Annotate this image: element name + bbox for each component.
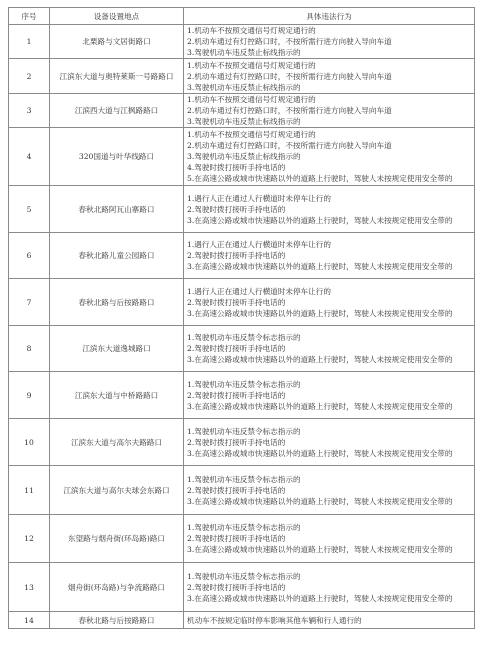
violation-item: 1.遇行人正在通过人行横道时未停车让行的 [187,286,331,296]
row-violations [184,419,475,466]
row-location: 320国道与叶华线路口 [50,128,184,186]
table-row [9,279,475,326]
row-serial-number: 13 [9,563,50,612]
row-violations [184,25,475,59]
table-row [9,612,475,629]
violation-item: 2.机动车通过有灯控路口时，不按所需行进方向驶入导向车道 [187,141,392,150]
row-violations [184,94,475,128]
violation-item: 2.驾驶时拨打接听手持电话的 [187,251,286,260]
violation-item: 2.驾驶时拨打接听手持电话的 [187,582,286,592]
violation-item: 3.在高速公路或城市快速路以外的道路上行驶时，驾驶人未按规定使用安全带的 [187,448,453,458]
violation-item: 1.驾驶机动车违反禁令标志指示的 [187,571,301,581]
violation-item: 1.机动车不按照交通信号灯规定通行的 [187,95,316,104]
table-row [9,563,475,612]
row-violations [184,563,475,612]
row-location: 北栗路与文居街路口 [50,25,184,59]
table-row [9,233,475,279]
violation-item: 3.在高速公路或城市快速路以外的道路上行驶时，驾驶人未按规定使用安全带的 [187,593,453,603]
violation-item: 2.驾驶时拨打接听手持电话的 [187,390,286,400]
violation-item: 2.驾驶时拨打接听手持电话的 [187,437,286,447]
row-serial-number: 1 [9,25,50,59]
row-violations [184,279,475,326]
row-violations [184,186,475,233]
header-row [9,8,475,25]
row-serial-number: 2 [9,59,50,94]
table-row [9,326,475,372]
table-row [9,128,475,186]
row-location: 春秋北路阿瓦山寨路口 [50,186,184,233]
table-body [9,25,475,629]
violation-item: 3.在高速公路或城市快速路以外的道路上行驶时，驾驶人未按规定使用安全带的 [187,308,453,318]
violation-item: 2.驾驶时拨打接听手持电话的 [187,297,286,307]
violation-table [8,7,475,629]
row-location: 江滨东大道与高尔夫球会东路口 [50,466,184,515]
violation-item: 3.在高速公路或城市快速路以外的道路上行驶时，驾驶人未按规定使用安全带的 [187,545,453,554]
violation-item: 1.遇行人正在通过人行横道时未停车让行的 [187,240,331,249]
violation-item: 1.驾驶机动车违反禁令标志指示的 [187,474,301,484]
row-location: 春秋北路与后按路路口 [50,612,184,629]
violation-item: 3.驾驶机动车违反禁止标线指示的 [187,152,301,161]
violation-item: 3.驾驶机动车违反禁止标线指示的 [187,117,301,126]
table-row [9,515,475,563]
violation-item: 机动车不按规定临时停车影响其他车辆和行人通行的 [187,615,362,625]
violation-item: 3.在高速公路或城市快速路以外的道路上行驶时，驾驶人未按规定使用安全带的 [187,215,453,225]
violation-item: 2.驾驶时拨打接听手持电话的 [187,344,286,353]
table-row [9,466,475,515]
violation-item: 1.驾驶机动车违反禁令标志指示的 [187,426,301,436]
violation-item: 3.在高速公路或城市快速路以外的道路上行驶时，驾驶人未按规定使用安全带的 [187,496,453,506]
table-row [9,59,475,94]
row-violations [184,128,475,186]
violation-item: 3.在高速公路或城市快速路以外的道路上行驶时，驾驶人未按规定使用安全带的 [187,355,453,364]
violation-item: 1.机动车不按照交通信号灯规定通行的 [187,60,316,70]
row-violations [184,326,475,372]
row-serial-number: 12 [9,515,50,563]
violation-item: 2.驾驶时拨打接听手持电话的 [187,534,286,543]
violation-item: 2.机动车通过有灯控路口时，不按所需行进方向驶入导向车道 [187,37,392,46]
row-serial-number: 6 [9,233,50,279]
row-serial-number: 5 [9,186,50,233]
table-row [9,94,475,128]
row-violations [184,612,475,629]
table-row [9,186,475,233]
row-serial-number: 8 [9,326,50,372]
row-location: 东望路与烟舟街(环岛路)路口 [50,515,184,563]
row-location: 春秋北路儿童公园路口 [50,233,184,279]
violation-item: 1.遇行人正在通过人行横道时未停车让行的 [187,193,331,203]
table-header [9,8,475,25]
violation-item: 3.驾驶机动车违反禁止标线指示的 [187,82,301,92]
row-serial-number: 7 [9,279,50,326]
violation-item: 1.驾驶机动车违反禁令标志指示的 [187,379,301,389]
header-serial-number: 序号 [9,8,50,25]
row-violations [184,466,475,515]
violation-item: 1.机动车不按照交通信号灯规定通行的 [187,130,316,139]
violation-item: 1.驾驶机动车违反禁令标志指示的 [187,523,301,532]
row-violations [184,233,475,279]
violation-item: 4.驾驶时拨打接听手持电话的 [187,163,286,172]
row-serial-number: 10 [9,419,50,466]
row-serial-number: 9 [9,372,50,419]
table-row [9,419,475,466]
violation-item: 2.机动车通过有灯控路口时，不按所需行进方向驶入导向车道 [187,106,392,115]
violation-item: 1.驾驶机动车违反禁令标志指示的 [187,333,301,342]
row-serial-number: 4 [9,128,50,186]
row-violations [184,515,475,563]
violation-item: 5.在高速公路或城市快速路以外的道路上行驶时，驾驶人未按规定使用安全带的 [187,174,453,183]
row-serial-number: 11 [9,466,50,515]
row-violations [184,372,475,419]
violation-item: 3.驾驶机动车违反禁止标线指示的 [187,48,301,57]
row-location: 春秋北路与后按路路口 [50,279,184,326]
row-location: 江滨东大道逸城路口 [50,326,184,372]
header-location: 设备设置地点 [50,8,184,25]
row-location: 江滨东大道与中桥路路口 [50,372,184,419]
violation-item: 3.在高速公路或城市快速路以外的道路上行驶时，驾驶人未按规定使用安全带的 [187,401,453,411]
row-location: 江滨西大道与江枫路路口 [50,94,184,128]
violation-item: 2.驾驶时拨打接听手持电话的 [187,204,286,214]
row-location: 江滨东大道与奥特莱斯一号路路口 [50,59,184,94]
header-violations: 具体违法行为 [184,8,475,25]
row-location: 烟舟街(环岛路)与争流路路口 [50,563,184,612]
row-serial-number: 14 [9,612,50,629]
violation-item: 2.驾驶时拨打接听手持电话的 [187,485,286,495]
row-serial-number: 3 [9,94,50,128]
violation-item: 2.机动车通过有灯控路口时，不按所需行进方向驶入导向车道 [187,71,392,81]
violation-item: 1.机动车不按照交通信号灯规定通行的 [187,26,316,35]
row-violations [184,59,475,94]
violation-item: 3.在高速公路或城市快速路以外的道路上行驶时，驾驶人未按规定使用安全带的 [187,262,453,271]
row-location: 江滨东大道与高尔夫路路口 [50,419,184,466]
table-row [9,25,475,59]
table-row [9,372,475,419]
